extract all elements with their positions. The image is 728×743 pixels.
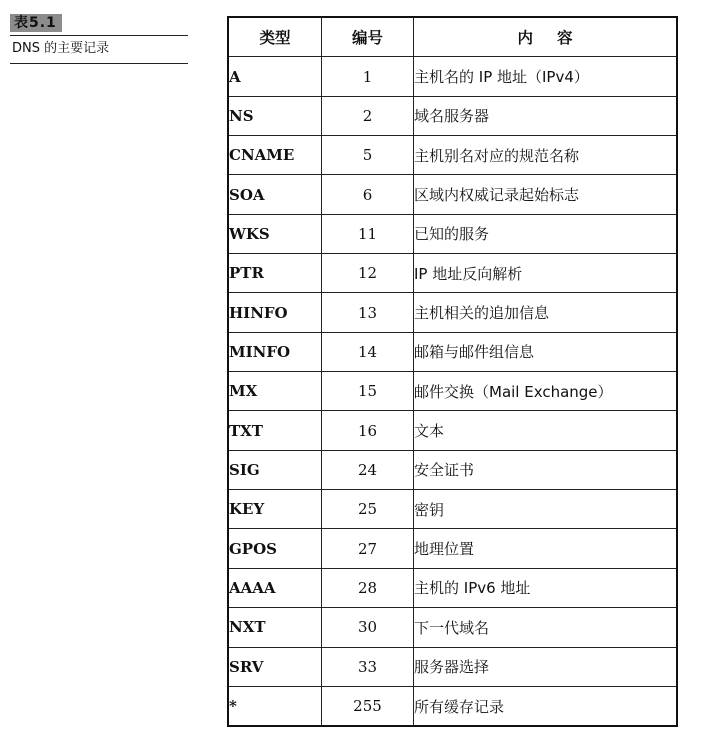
table-row — [228, 214, 677, 253]
record-content-cell: 服务器选择 — [414, 647, 678, 686]
record-content-cell: 主机名的 IP 地址（IPv4） — [414, 57, 678, 96]
record-content-cell: 安全证书 — [414, 450, 678, 489]
record-type-cell: * — [228, 686, 322, 726]
record-number-cell: 30 — [322, 608, 414, 647]
table-body — [228, 57, 677, 726]
table-row — [228, 372, 677, 411]
record-content-cell: 地理位置 — [414, 529, 678, 568]
header-type: 类型 — [228, 17, 322, 57]
dns-records-table-wrapper — [227, 16, 678, 727]
record-type-cell: PTR — [228, 254, 322, 293]
record-content-cell: 下一代域名 — [414, 608, 678, 647]
record-number-cell: 12 — [322, 254, 414, 293]
record-number-cell: 33 — [322, 647, 414, 686]
record-number-cell: 14 — [322, 332, 414, 371]
record-number-cell: 11 — [322, 214, 414, 253]
record-number-cell: 255 — [322, 686, 414, 726]
record-type-cell: TXT — [228, 411, 322, 450]
record-type-cell: CNAME — [228, 136, 322, 175]
table-row — [228, 529, 677, 568]
table-header — [228, 17, 677, 57]
record-number-cell: 15 — [322, 372, 414, 411]
table-row — [228, 254, 677, 293]
table-row — [228, 411, 677, 450]
table-row — [228, 293, 677, 332]
header-row — [228, 17, 677, 57]
record-type-cell: WKS — [228, 214, 322, 253]
record-content-cell: 所有缓存记录 — [414, 686, 678, 726]
header-content-label: 内容 — [517, 29, 597, 48]
header-content — [414, 17, 678, 57]
caption-number: 表5.1 — [10, 14, 62, 32]
record-number-cell: 5 — [322, 136, 414, 175]
record-number-cell: 6 — [322, 175, 414, 214]
record-type-cell: SRV — [228, 647, 322, 686]
table-row — [228, 332, 677, 371]
record-type-cell: A — [228, 57, 322, 96]
record-content-cell: 主机的 IPv6 地址 — [414, 568, 678, 607]
record-content-cell: 邮箱与邮件组信息 — [414, 332, 678, 371]
table-caption — [10, 12, 188, 64]
record-number-cell: 24 — [322, 450, 414, 489]
record-type-cell: NXT — [228, 608, 322, 647]
record-type-cell: SIG — [228, 450, 322, 489]
record-number-cell: 1 — [322, 57, 414, 96]
record-type-cell: NS — [228, 96, 322, 135]
record-type-cell: SOA — [228, 175, 322, 214]
table-row — [228, 136, 677, 175]
record-content-cell: IP 地址反向解析 — [414, 254, 678, 293]
record-number-cell: 28 — [322, 568, 414, 607]
record-type-cell: HINFO — [228, 293, 322, 332]
record-number-cell: 2 — [322, 96, 414, 135]
record-number-cell: 13 — [322, 293, 414, 332]
record-content-cell: 文本 — [414, 411, 678, 450]
record-type-cell: MX — [228, 372, 322, 411]
record-content-cell: 邮件交换（Mail Exchange） — [414, 372, 678, 411]
record-content-cell: 区域内权威记录起始标志 — [414, 175, 678, 214]
record-content-cell: 域名服务器 — [414, 96, 678, 135]
caption-divider-bottom — [10, 63, 188, 64]
record-type-cell: MINFO — [228, 332, 322, 371]
record-type-cell: AAAA — [228, 568, 322, 607]
table-row — [228, 175, 677, 214]
caption-title: DNS 的主要记录 — [12, 41, 110, 56]
record-content-cell: 主机别名对应的规范名称 — [414, 136, 678, 175]
table-row — [228, 647, 677, 686]
record-number-cell: 27 — [322, 529, 414, 568]
table-row — [228, 450, 677, 489]
table-row — [228, 490, 677, 529]
table-row — [228, 96, 677, 135]
header-number: 编号 — [322, 17, 414, 57]
table-row — [228, 568, 677, 607]
record-content-cell: 主机相关的追加信息 — [414, 293, 678, 332]
record-content-cell: 已知的服务 — [414, 214, 678, 253]
table-row — [228, 686, 677, 726]
record-type-cell: GPOS — [228, 529, 322, 568]
record-number-cell: 25 — [322, 490, 414, 529]
table-row — [228, 608, 677, 647]
record-type-cell: KEY — [228, 490, 322, 529]
table-row — [228, 57, 677, 96]
record-number-cell: 16 — [322, 411, 414, 450]
dns-records-table — [227, 16, 678, 727]
record-content-cell: 密钥 — [414, 490, 678, 529]
